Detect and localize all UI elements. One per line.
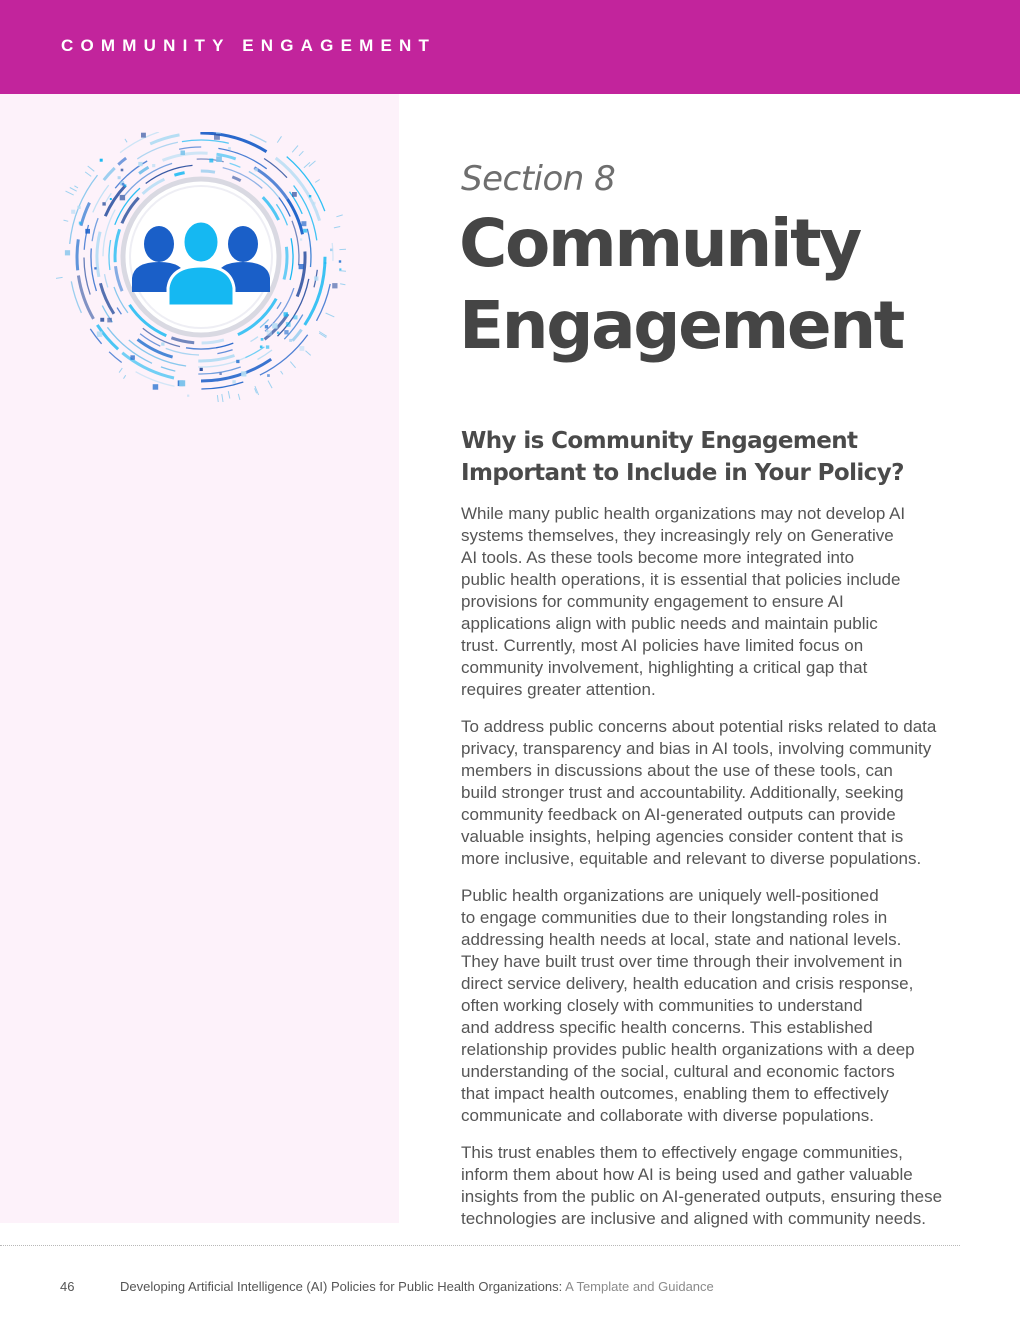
body-line: requires greater attention. — [461, 680, 656, 699]
body-line: and address specific health concerns. This established — [461, 1018, 873, 1037]
page-title — [459, 203, 961, 367]
body-line: technologies are inclusive and aligned with community needs. — [461, 1209, 926, 1228]
body-line: valuable insights, helping agencies consider content that is — [461, 827, 904, 846]
section-number: Section 8 — [461, 159, 616, 199]
body-paragraph — [461, 885, 961, 1127]
main-content — [461, 150, 961, 1245]
subheading-line-2: Important to Include in Your Policy? — [461, 460, 904, 486]
body-line: provisions for community engagement to ensure AI — [461, 592, 844, 611]
body-line: While many public health organizations may not develop AI — [461, 504, 906, 523]
document-title-main: Developing Artificial Intelligence (AI) Policies for Public Health Organizations: — [120, 1279, 563, 1294]
body-line: understanding of the social, cultural and economic factors — [461, 1062, 895, 1081]
page-number: 46 — [60, 1279, 75, 1294]
body-line: often working closely with communities to understand — [461, 996, 863, 1015]
body-line: members in discussions about the use of these tools, can — [461, 761, 893, 780]
body-line: This trust enables them to effectively engage communities, — [461, 1143, 903, 1162]
body-line: community feedback on AI-generated outputs can provide — [461, 805, 896, 824]
document-title — [120, 1279, 714, 1294]
body-line: To address public concerns about potential risks related to data — [461, 717, 937, 736]
body-line: that impact health outcomes, enabling them to effectively — [461, 1084, 889, 1103]
body-line: direct service delivery, health education and crisis response, — [461, 974, 914, 993]
section-header-label: COMMUNITY ENGAGEMENT — [61, 36, 437, 55]
body-text — [461, 503, 961, 1230]
body-line: relationship provides public health organizations with a deep — [461, 1040, 915, 1059]
header-band — [0, 0, 1020, 94]
body-line: trust. Currently, most AI policies have limited focus on — [461, 636, 864, 655]
body-line: addressing health needs at local, state and national levels. — [461, 930, 902, 949]
body-line: public health operations, it is essential that policies include — [461, 570, 901, 589]
document-subtitle: A Template and Guidance — [565, 1279, 714, 1294]
body-line: build stronger trust and accountability. Additionally, seeking — [461, 783, 904, 802]
body-line: AI tools. As these tools become more integrated into — [461, 548, 855, 567]
body-line: more inclusive, equitable and relevant to diverse populations. — [461, 849, 922, 868]
page-title-line-2: Engagement — [459, 287, 903, 364]
body-line: communicate and collaborate with diverse populations. — [461, 1106, 874, 1125]
body-line: systems themselves, they increasingly rely on Generative — [461, 526, 894, 545]
body-line: Public health organizations are uniquely well-positioned — [461, 886, 879, 905]
subheading-line-1: Why is Community Engagement — [461, 428, 858, 454]
body-line: insights from the public on AI-generated outputs, ensuring these — [461, 1187, 943, 1206]
body-paragraph — [461, 503, 961, 701]
body-line: applications align with public needs and maintain public — [461, 614, 878, 633]
body-line: community involvement, highlighting a critical gap that — [461, 658, 868, 677]
footer-divider — [0, 1245, 960, 1246]
page-title-line-1: Community — [459, 205, 860, 282]
community-people-icon — [56, 132, 346, 402]
body-line: inform them about how AI is being used and gather valuable — [461, 1165, 913, 1184]
body-paragraph — [461, 1142, 961, 1230]
body-paragraph — [461, 716, 961, 870]
subheading — [461, 425, 961, 489]
body-line: to engage communities due to their longstanding roles in — [461, 908, 888, 927]
body-line: They have built trust over time through their involvement in — [461, 952, 903, 971]
body-line: privacy, transparency and bias in AI tools, involving community — [461, 739, 932, 758]
